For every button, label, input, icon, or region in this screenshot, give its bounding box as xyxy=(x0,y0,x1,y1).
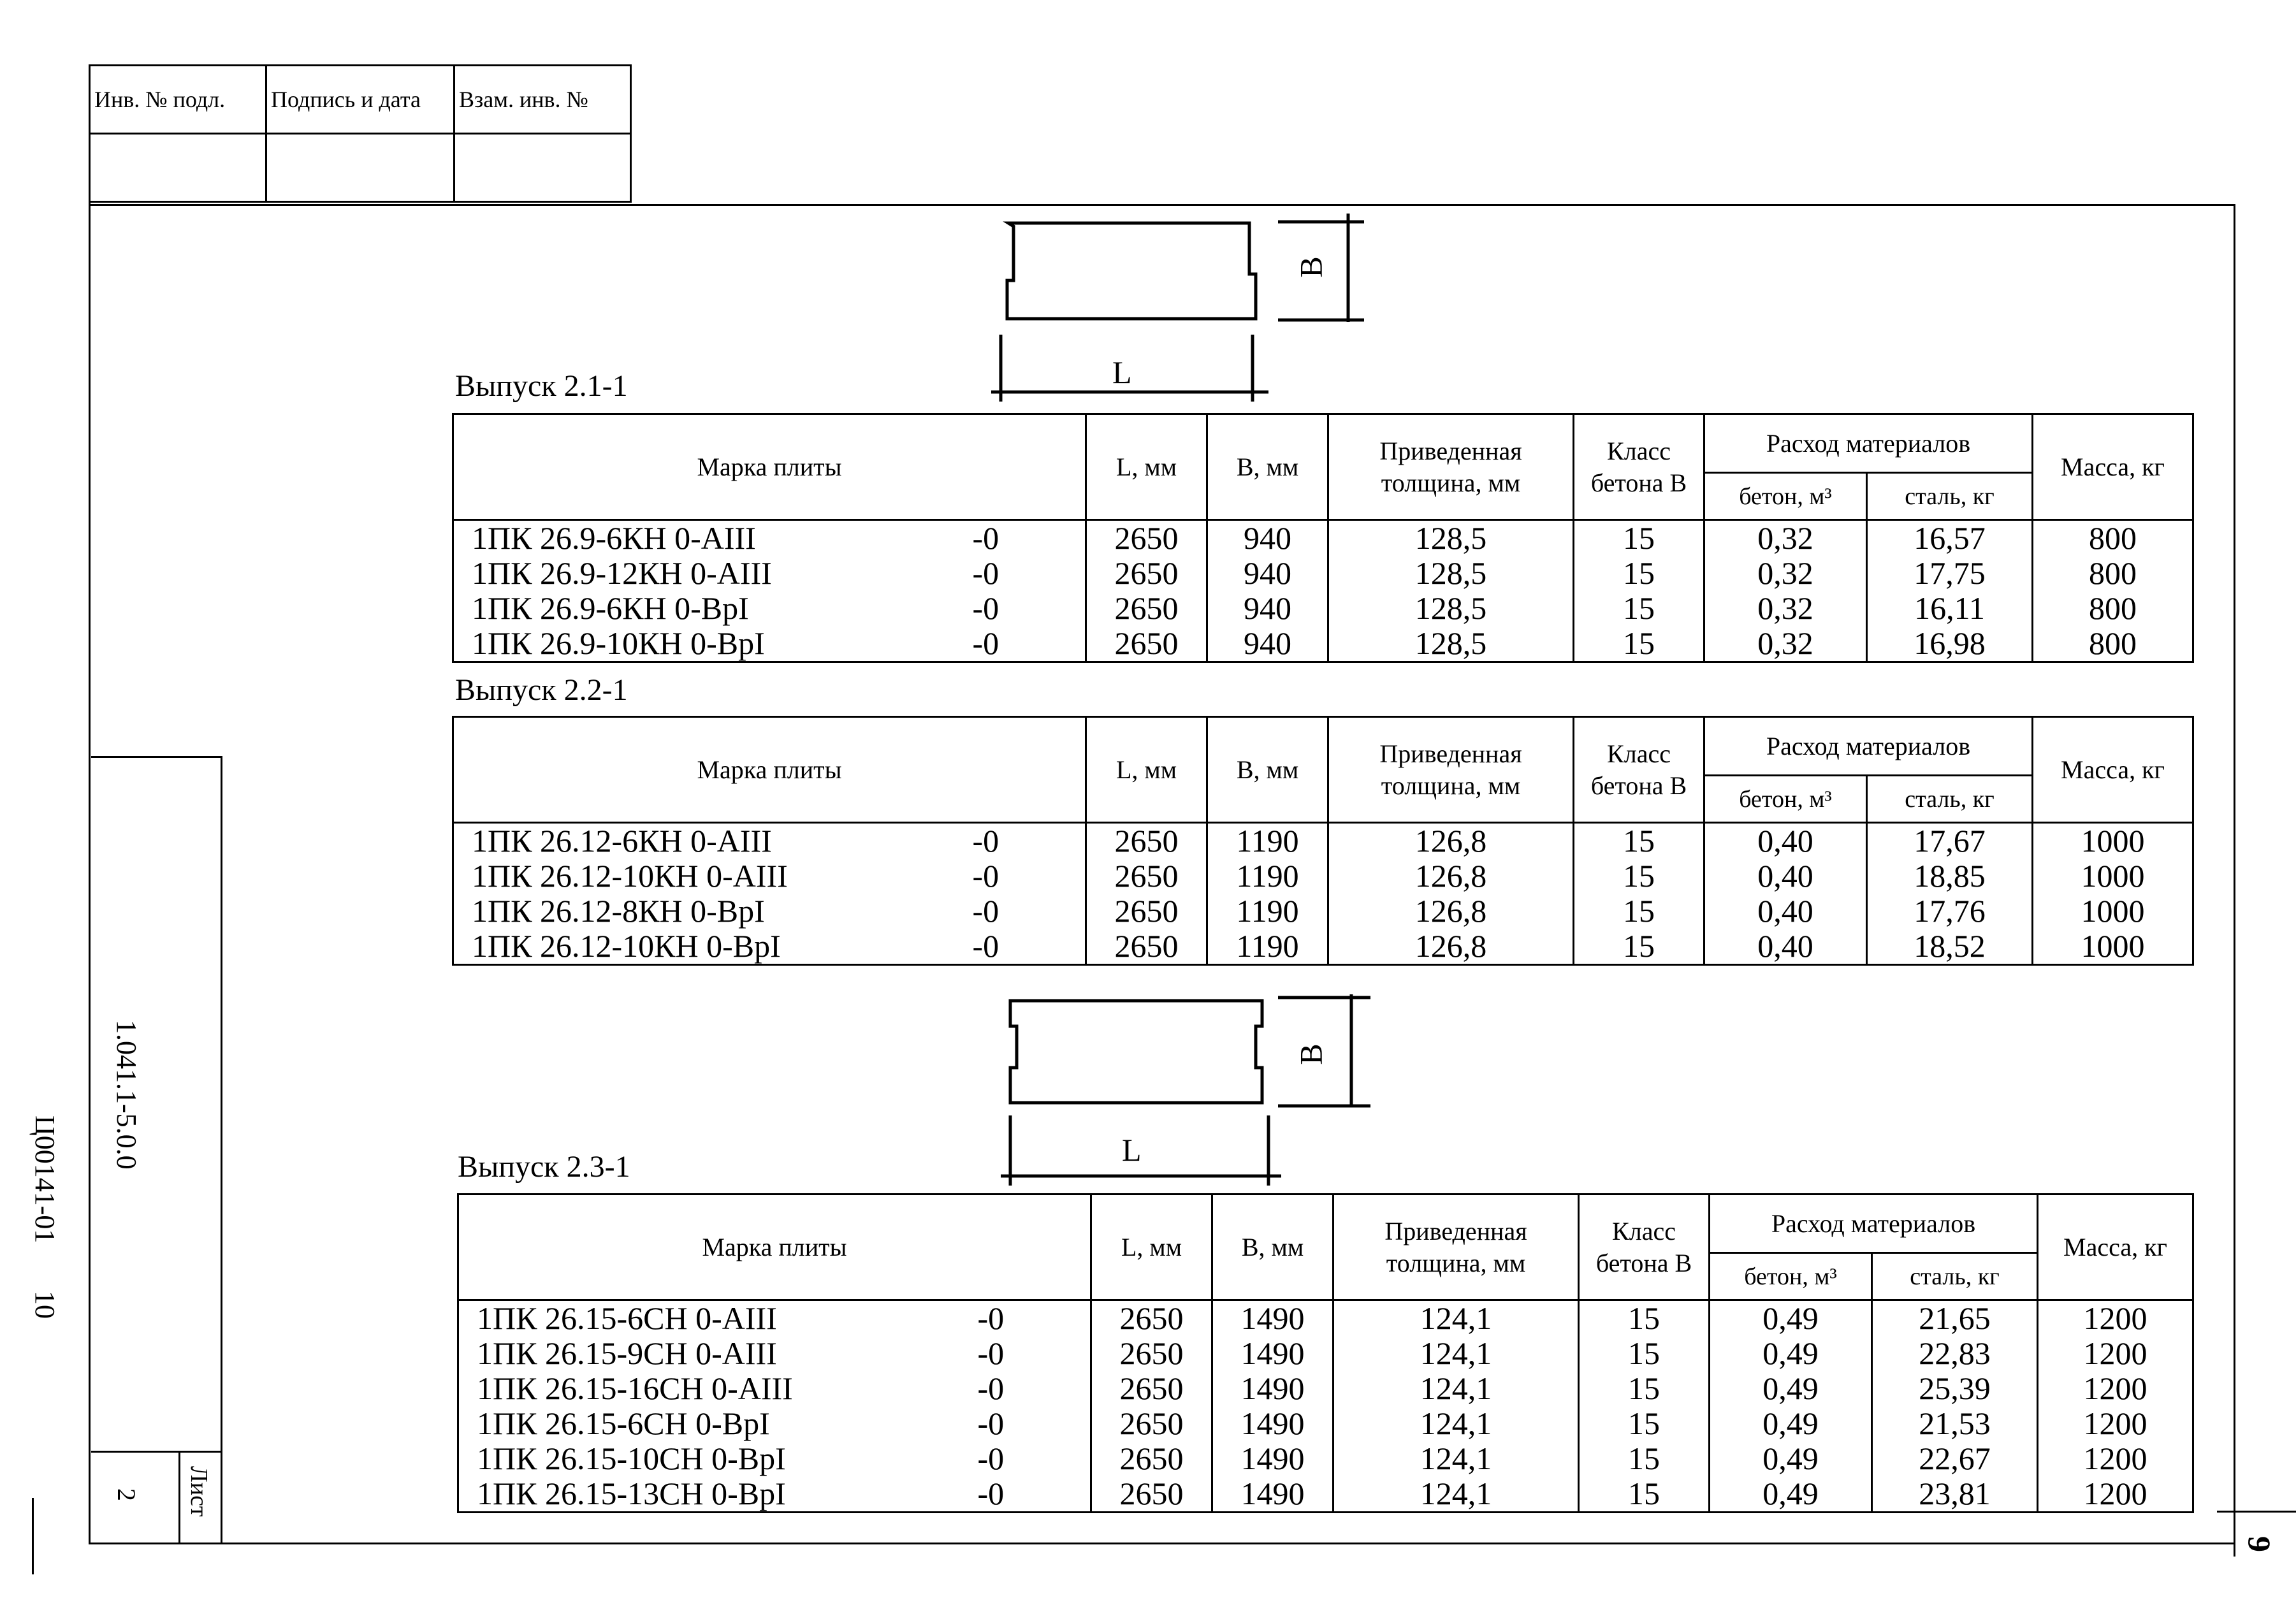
row-concrete: 0,49 xyxy=(1710,1371,1872,1406)
header-thickness: Приведенная толщина, мм xyxy=(1328,414,1574,520)
header-materials: Расход материалов xyxy=(1710,1194,2038,1253)
row-b: 1190 xyxy=(1207,894,1328,929)
stamp-header-replace: Взам. инв. № xyxy=(454,66,631,134)
row-mark: 1ПК 26.12-10КН 0-AIII xyxy=(453,859,973,894)
row-concrete-class: 15 xyxy=(1574,591,1704,626)
sheet-label: Лист xyxy=(185,1466,212,1517)
row-mark: 1ПК 26.9-12КН 0-AIII xyxy=(453,556,973,591)
row-thickness: 124,1 xyxy=(1333,1336,1579,1371)
row-l: 2650 xyxy=(1091,1476,1212,1513)
row-mark: 1ПК 26.15-9СН 0-AIII xyxy=(458,1336,978,1371)
header-mark: Марка плиты xyxy=(458,1194,1091,1300)
row-b: 940 xyxy=(1207,591,1328,626)
row-thickness: 126,8 xyxy=(1328,894,1574,929)
row-concrete-class: 15 xyxy=(1574,859,1704,894)
row-steel: 18,85 xyxy=(1867,859,2033,894)
row-concrete: 0,32 xyxy=(1704,520,1867,556)
row-thickness: 128,5 xyxy=(1328,556,1574,591)
row-mass: 1000 xyxy=(2033,894,2193,929)
issue-title-1: Выпуск 2.1-1 xyxy=(455,369,628,403)
sheet-number: 2 xyxy=(112,1488,141,1501)
row-mark: 1ПК 26.15-10СН 0-BpI xyxy=(458,1441,978,1476)
header-steel: сталь, кг xyxy=(1867,776,2033,823)
row-suffix: -0 xyxy=(978,1406,1091,1441)
header-materials: Расход материалов xyxy=(1704,414,2033,473)
row-b: 1190 xyxy=(1207,823,1328,859)
document-code: Ц00141-01 xyxy=(29,1115,61,1244)
row-steel: 17,67 xyxy=(1867,823,2033,859)
row-steel: 21,65 xyxy=(1872,1300,2038,1337)
row-concrete: 0,49 xyxy=(1710,1336,1872,1371)
table-row xyxy=(453,859,2193,894)
row-mark: 1ПК 26.15-6СН 0-AIII xyxy=(458,1300,978,1337)
spec-table-3-body xyxy=(458,1300,2193,1513)
row-l: 2650 xyxy=(1086,859,1207,894)
row-steel: 17,76 xyxy=(1867,894,2033,929)
row-steel: 16,11 xyxy=(1867,591,2033,626)
table-row xyxy=(453,894,2193,929)
row-thickness: 124,1 xyxy=(1333,1300,1579,1337)
header-mark: Марка плиты xyxy=(453,717,1086,823)
page-number: 9 xyxy=(2242,1536,2278,1552)
header-concrete: бетон, м³ xyxy=(1704,473,1867,520)
row-b: 1190 xyxy=(1207,929,1328,965)
table-row xyxy=(458,1336,2193,1371)
header-b: B, мм xyxy=(1212,1194,1333,1300)
row-concrete: 0,40 xyxy=(1704,823,1867,859)
row-mass: 1000 xyxy=(2033,859,2193,894)
header-steel: сталь, кг xyxy=(1867,473,2033,520)
row-mass: 1200 xyxy=(2038,1300,2193,1337)
row-b: 1490 xyxy=(1212,1336,1333,1371)
row-mass: 1000 xyxy=(2033,929,2193,965)
row-steel: 17,75 xyxy=(1867,556,2033,591)
row-suffix: -0 xyxy=(973,520,1086,556)
row-steel: 22,67 xyxy=(1872,1441,2038,1476)
row-concrete: 0,40 xyxy=(1704,894,1867,929)
header-steel: сталь, кг xyxy=(1872,1253,2038,1300)
row-l: 2650 xyxy=(1086,823,1207,859)
header-concrete-class: Класс бетона В xyxy=(1574,414,1704,520)
table-row xyxy=(453,520,2193,556)
spec-table-1-body xyxy=(453,520,2193,662)
row-mass: 1200 xyxy=(2038,1336,2193,1371)
table-row xyxy=(453,556,2193,591)
header-concrete: бетон, м³ xyxy=(1710,1253,1872,1300)
row-thickness: 124,1 xyxy=(1333,1371,1579,1406)
row-concrete-class: 15 xyxy=(1574,556,1704,591)
row-suffix: -0 xyxy=(973,591,1086,626)
row-b: 1490 xyxy=(1212,1441,1333,1476)
issue-title-3: Выпуск 2.3-1 xyxy=(458,1150,630,1184)
row-mark: 1ПК 26.9-6КН 0-BpI xyxy=(453,591,973,626)
row-concrete-class: 15 xyxy=(1579,1336,1710,1371)
row-l: 2650 xyxy=(1086,556,1207,591)
row-l: 2650 xyxy=(1091,1371,1212,1406)
spec-table-1 xyxy=(452,413,2194,663)
row-suffix: -0 xyxy=(973,823,1086,859)
diagram-1-length-label: L xyxy=(1112,354,1132,390)
row-l: 2650 xyxy=(1091,1300,1212,1337)
table-row xyxy=(458,1441,2193,1476)
stamp-cell-inv xyxy=(90,134,266,202)
row-l: 2650 xyxy=(1086,520,1207,556)
row-thickness: 126,8 xyxy=(1328,859,1574,894)
row-concrete-class: 15 xyxy=(1579,1406,1710,1441)
issue-title-2: Выпуск 2.2-1 xyxy=(455,673,628,707)
row-mark: 1ПК 26.9-10КН 0-BpI xyxy=(453,626,973,662)
row-concrete: 0,49 xyxy=(1710,1441,1872,1476)
spec-table-3 xyxy=(457,1193,2194,1513)
row-mark: 1ПК 26.12-6КН 0-AIII xyxy=(453,823,973,859)
row-mass: 800 xyxy=(2033,626,2193,662)
document-designation: 1.041.1-5.0.0 xyxy=(111,1020,142,1170)
row-suffix: -0 xyxy=(978,1336,1091,1371)
row-concrete: 0,49 xyxy=(1710,1406,1872,1441)
row-mark: 1ПК 26.15-6СН 0-BpI xyxy=(458,1406,978,1441)
row-mark: 1ПК 26.12-10КН 0-BpI xyxy=(453,929,973,965)
row-concrete: 0,40 xyxy=(1704,929,1867,965)
approval-stamp xyxy=(89,64,632,203)
row-l: 2650 xyxy=(1091,1336,1212,1371)
header-b: B, мм xyxy=(1207,414,1328,520)
row-steel: 22,83 xyxy=(1872,1336,2038,1371)
row-thickness: 126,8 xyxy=(1328,929,1574,965)
table-row xyxy=(458,1300,2193,1337)
row-mass: 800 xyxy=(2033,520,2193,556)
row-suffix: -0 xyxy=(973,556,1086,591)
row-mass: 1200 xyxy=(2038,1441,2193,1476)
row-mark: 1ПК 26.12-8КН 0-BpI xyxy=(453,894,973,929)
table-row xyxy=(453,929,2193,965)
row-suffix: -0 xyxy=(978,1476,1091,1513)
row-concrete: 0,32 xyxy=(1704,626,1867,662)
row-steel: 16,98 xyxy=(1867,626,2033,662)
row-b: 1190 xyxy=(1207,859,1328,894)
row-suffix: -0 xyxy=(973,859,1086,894)
row-concrete: 0,32 xyxy=(1704,591,1867,626)
document-code-number: 10 xyxy=(29,1291,61,1319)
row-b: 1490 xyxy=(1212,1371,1333,1406)
stamp-header-signature: Подпись и дата xyxy=(266,66,454,134)
slab-diagram-2 xyxy=(988,988,1370,1186)
row-l: 2650 xyxy=(1086,626,1207,662)
table-row xyxy=(453,626,2193,662)
row-mark: 1ПК 26.15-16СН 0-AIII xyxy=(458,1371,978,1406)
row-thickness: 124,1 xyxy=(1333,1441,1579,1476)
row-l: 2650 xyxy=(1086,929,1207,965)
table-row xyxy=(458,1476,2193,1513)
row-mass: 1200 xyxy=(2038,1371,2193,1406)
row-thickness: 128,5 xyxy=(1328,626,1574,662)
row-l: 2650 xyxy=(1091,1441,1212,1476)
table-row xyxy=(453,591,2193,626)
row-b: 1490 xyxy=(1212,1476,1333,1513)
row-b: 1490 xyxy=(1212,1300,1333,1337)
row-suffix: -0 xyxy=(973,894,1086,929)
row-concrete-class: 15 xyxy=(1574,626,1704,662)
spec-table-2-body xyxy=(453,823,2193,965)
row-b: 940 xyxy=(1207,556,1328,591)
header-materials: Расход материалов xyxy=(1704,717,2033,776)
row-b: 940 xyxy=(1207,520,1328,556)
row-b: 940 xyxy=(1207,626,1328,662)
header-thickness: Приведенная толщина, мм xyxy=(1333,1194,1579,1300)
row-steel: 18,52 xyxy=(1867,929,2033,965)
stamp-cell-replace xyxy=(454,134,631,202)
row-b: 1490 xyxy=(1212,1406,1333,1441)
header-concrete-class: Класс бетона В xyxy=(1579,1194,1710,1300)
header-b: B, мм xyxy=(1207,717,1328,823)
row-thickness: 124,1 xyxy=(1333,1406,1579,1441)
row-suffix: -0 xyxy=(978,1441,1091,1476)
header-concrete-class: Класс бетона В xyxy=(1574,717,1704,823)
row-steel: 21,53 xyxy=(1872,1406,2038,1441)
stamp-header-inv: Инв. № подл. xyxy=(90,66,266,134)
row-concrete: 0,32 xyxy=(1704,556,1867,591)
row-concrete-class: 15 xyxy=(1574,929,1704,965)
row-concrete-class: 15 xyxy=(1579,1371,1710,1406)
table-row xyxy=(458,1406,2193,1441)
row-concrete: 0,40 xyxy=(1704,859,1867,894)
row-concrete-class: 15 xyxy=(1574,520,1704,556)
row-suffix: -0 xyxy=(978,1300,1091,1337)
spec-table-2 xyxy=(452,716,2194,966)
header-mass: Масса, кг xyxy=(2033,414,2193,520)
row-mass: 1200 xyxy=(2038,1406,2193,1441)
row-steel: 23,81 xyxy=(1872,1476,2038,1513)
row-mark: 1ПК 26.9-6КН 0-AIII xyxy=(453,520,973,556)
row-suffix: -0 xyxy=(973,626,1086,662)
row-l: 2650 xyxy=(1086,591,1207,626)
header-concrete: бетон, м³ xyxy=(1704,776,1867,823)
header-mark: Марка плиты xyxy=(453,414,1086,520)
row-concrete-class: 15 xyxy=(1579,1476,1710,1513)
header-mass: Масса, кг xyxy=(2033,717,2193,823)
row-mark: 1ПК 26.15-13СН 0-BpI xyxy=(458,1476,978,1513)
header-l: L, мм xyxy=(1086,717,1207,823)
row-concrete-class: 15 xyxy=(1579,1441,1710,1476)
row-concrete-class: 15 xyxy=(1574,894,1704,929)
row-mass: 1200 xyxy=(2038,1476,2193,1513)
row-thickness: 128,5 xyxy=(1328,591,1574,626)
row-mass: 800 xyxy=(2033,556,2193,591)
diagram-1-width-label: B xyxy=(1293,256,1329,278)
row-thickness: 128,5 xyxy=(1328,520,1574,556)
row-mass: 1000 xyxy=(2033,823,2193,859)
row-steel: 16,57 xyxy=(1867,520,2033,556)
table-row xyxy=(458,1371,2193,1406)
row-concrete: 0,49 xyxy=(1710,1476,1872,1513)
row-suffix: -0 xyxy=(973,929,1086,965)
header-mass: Масса, кг xyxy=(2038,1194,2193,1300)
diagram-2-width-label: B xyxy=(1293,1043,1329,1065)
row-concrete-class: 15 xyxy=(1574,823,1704,859)
slab-diagram-1 xyxy=(982,210,1364,408)
stamp-cell-signature xyxy=(266,134,454,202)
row-steel: 25,39 xyxy=(1872,1371,2038,1406)
row-thickness: 124,1 xyxy=(1333,1476,1579,1513)
diagram-2-length-label: L xyxy=(1122,1132,1142,1168)
row-concrete-class: 15 xyxy=(1579,1300,1710,1337)
row-concrete: 0,49 xyxy=(1710,1300,1872,1337)
header-l: L, мм xyxy=(1091,1194,1212,1300)
header-l: L, мм xyxy=(1086,414,1207,520)
row-suffix: -0 xyxy=(978,1371,1091,1406)
row-l: 2650 xyxy=(1091,1406,1212,1441)
row-thickness: 126,8 xyxy=(1328,823,1574,859)
header-thickness: Приведенная толщина, мм xyxy=(1328,717,1574,823)
table-row xyxy=(453,823,2193,859)
row-mass: 800 xyxy=(2033,591,2193,626)
row-l: 2650 xyxy=(1086,894,1207,929)
